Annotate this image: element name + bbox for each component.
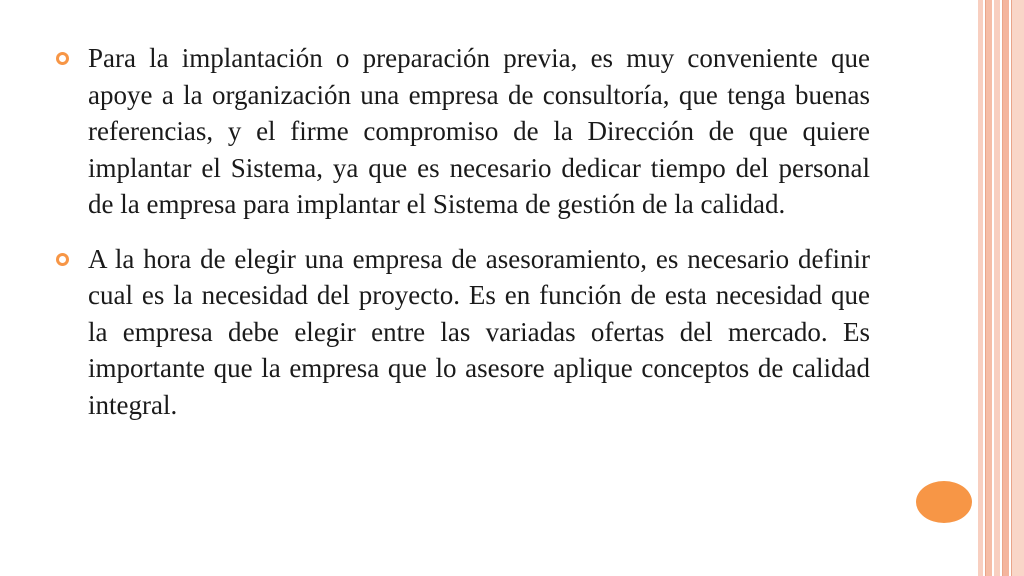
decorative-stripe xyxy=(1012,0,1024,576)
decorative-stripe xyxy=(986,0,992,576)
decorative-stripe xyxy=(994,0,1000,576)
stripe-divider xyxy=(985,0,986,576)
bullet-item xyxy=(56,241,870,424)
bullet-text: A la hora de elegir una empresa de asesoramiento, es necesario definir cual es la necesidad del proyecto. Es en función de esta necesidad que la empresa debe elegir entre las variadas ofertas del mercado. Es importante que la empresa que lo asesore aplique conceptos de calidad integral. xyxy=(88,243,870,420)
orange-oval-decoration xyxy=(913,478,975,526)
decorative-stripe xyxy=(978,0,983,576)
slide-body xyxy=(56,40,870,441)
circle-bullet-icon xyxy=(56,52,69,65)
stripe-divider xyxy=(1002,0,1003,576)
decorative-stripe xyxy=(1003,0,1009,576)
circle-bullet-icon xyxy=(56,253,69,266)
bullet-item xyxy=(56,40,870,223)
bullet-text: Para la implantación o preparación previa, es muy conveniente que apoye a la organización una empresa de consultoría, que tenga buenas referencias, y el firme compromiso de la Dirección de que quiere implantar el Sistema, ya que es necesario dedicar tiempo del personal de la empresa para implantar el Sistema de gestión de la calidad. xyxy=(88,43,870,219)
stripe-divider xyxy=(1011,0,1012,576)
